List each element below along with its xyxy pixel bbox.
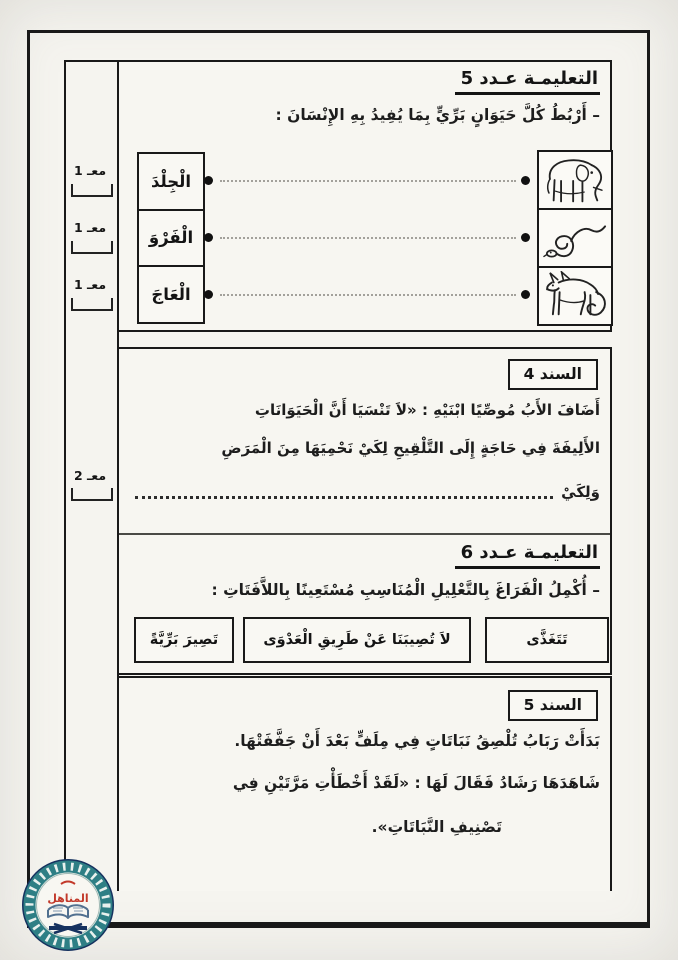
match-leader-line-1: [220, 180, 516, 182]
mark-badge-3: معـ 1: [73, 277, 107, 292]
sanad-4-title: السند 4: [508, 359, 598, 390]
sanad-4-line-2: الأَلِيفَةَ فِي حَاجَةٍ إِلَى التَّلْقِيحِ لِكَيْ نَحْمِيَهَا مِنَ الْمَرَضِ: [221, 439, 600, 457]
word-choices-box: [137, 152, 205, 324]
label-tag-infection: لاَ تُصِيبَنَا عَنْ طَرِيقِ الْعَدْوَى: [243, 617, 471, 663]
sanad-5-line-2: شَاهَدَهَا رَشَادُ فَقَالَ لَهَا : «لَقَدْ أَخْطَأْتِ مَرَّتَيْنِ فِي: [232, 774, 600, 792]
instruction-5-prompt: – أَرْبُطُ كُلَّ حَيَوَانٍ بَرِّيٍّ بِمَا يُفِيدُ بِهِ الإِنْسَانَ :: [275, 106, 600, 124]
school-emblem-icon: [21, 858, 115, 952]
label-tag-wild: تَصِيرَ بَرِّيَّةً: [134, 617, 234, 663]
label-tag-feeds: تَتَغَذَّى: [485, 617, 609, 663]
dotted-answer-line[interactable]: [135, 495, 553, 499]
sanad-4-line-3: [131, 479, 600, 505]
mark-badge-1: معـ 1: [73, 163, 107, 178]
match-dot-word-1: [204, 176, 213, 185]
logo-arabic-name: المناهل: [47, 892, 89, 905]
fox-illustration: [539, 268, 611, 324]
section-sanad-4-and-instruction-6: [117, 347, 612, 675]
sanad-4-line-3-word: وَلِكَيْ: [561, 483, 600, 501]
match-leader-line-2: [220, 237, 516, 239]
mark-bracket-4: [71, 488, 113, 501]
animal-pictures-box: [537, 150, 613, 326]
word-ivory: الْعَاجَ: [151, 284, 191, 304]
inner-divider-line: [119, 533, 610, 535]
mark-bracket-1: [71, 184, 113, 197]
sanad-5-line-3: تَصْنِيفِ النَّبَاتَاتِ».: [371, 818, 502, 836]
school-logo-stamp: [21, 858, 115, 952]
match-dot-word-2: [204, 233, 213, 242]
elephant-illustration: [539, 152, 611, 210]
instruction-6-prompt: – أُكْمِلُ الْفَرَاغَ بِالتَّعْلِيلِ الْمُنَاسِبِ مُسْتَعِينًا بِاللاَّفَتَاتِ :: [211, 581, 600, 599]
section-instruction-5: [117, 60, 612, 332]
section-sanad-5: [117, 676, 612, 891]
match-leader-line-3: [220, 294, 516, 296]
match-dot-animal-3: [521, 290, 530, 299]
sanad-5-title: السند 5: [508, 690, 598, 721]
mark-bracket-2: [71, 241, 113, 254]
word-skin: الْجِلْدَ: [139, 154, 203, 211]
instruction-5-title: التعليمـة عـدد 5: [455, 68, 600, 95]
word-fur: الْفَرْوَ: [139, 211, 203, 268]
mark-badge-4: معـ 2: [73, 468, 107, 483]
mark-badge-2: معـ 1: [73, 220, 107, 235]
sanad-5-line-1: بَدَأَتْ رَبَابُ تُلْصِقُ نَبَاتَاتٍ فِي مِلَفٍّ بَعْدَ أَنْ جَفَّفَتْهَا.: [234, 732, 600, 750]
sanad-4-line-1: أَضَافَ الأَبُ مُوصِّيًا ابْنَيْهِ : «لاَ تَنْسَيَا أَنَّ الْحَيَوَانَاتِ: [254, 401, 600, 419]
match-dot-animal-1: [521, 176, 530, 185]
instruction-6-title: التعليمـة عـدد 6: [455, 542, 600, 569]
match-dot-word-3: [204, 290, 213, 299]
mark-bracket-3: [71, 298, 113, 311]
snake-illustration: [539, 210, 611, 268]
match-dot-animal-2: [521, 233, 530, 242]
